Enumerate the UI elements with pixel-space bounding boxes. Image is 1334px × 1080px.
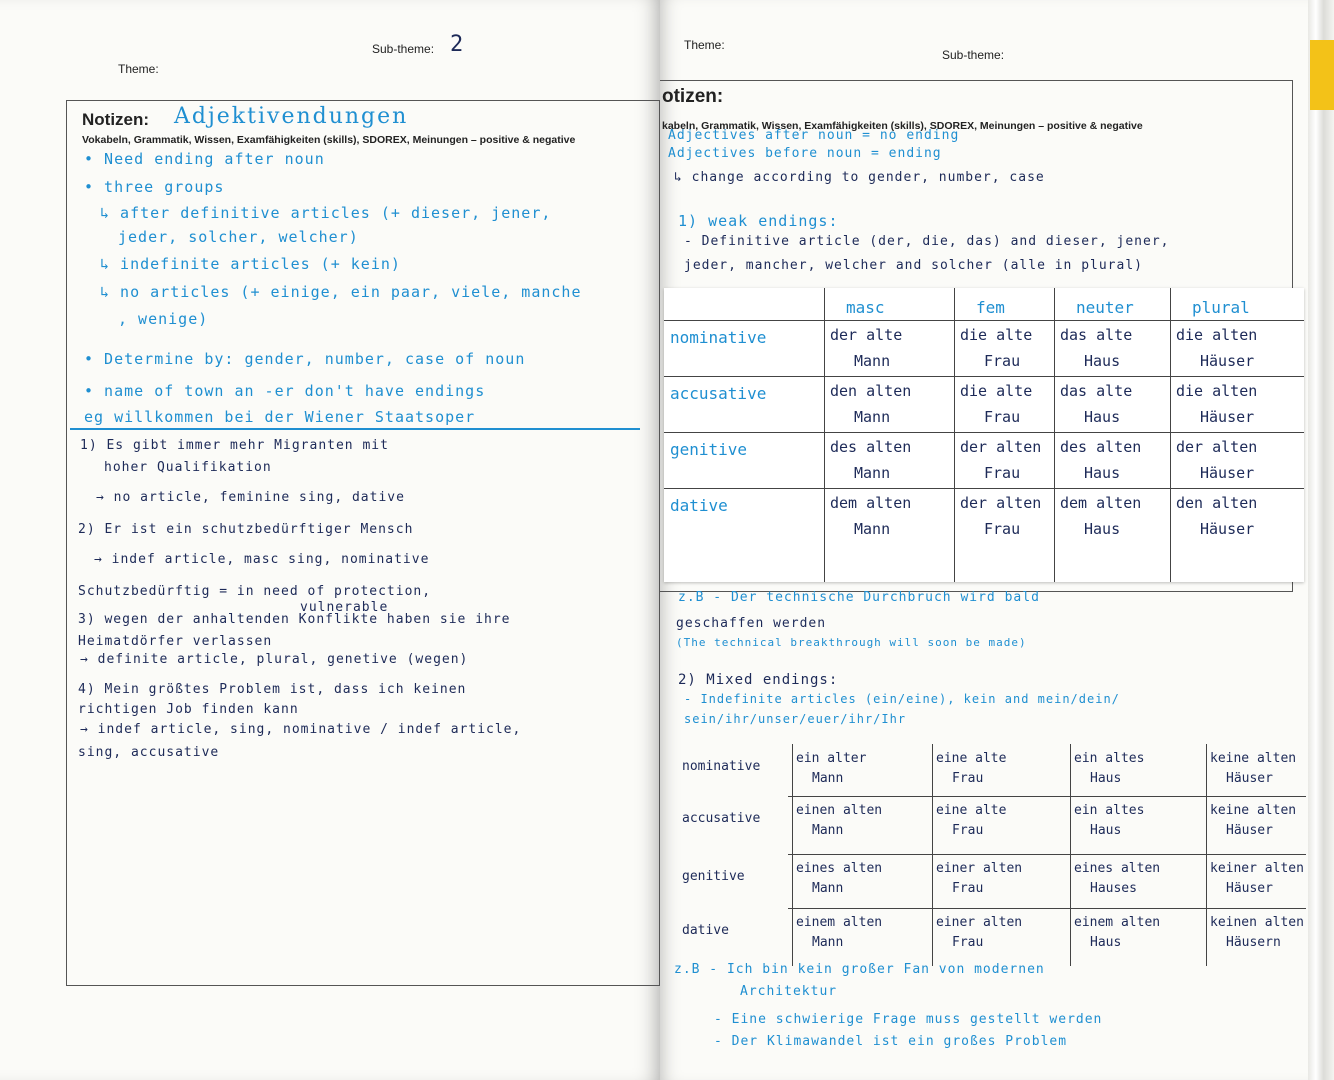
note-line: z.B - Der technische Durchbruch wird bald xyxy=(678,590,1040,605)
table-cell: Häusern xyxy=(1226,935,1281,950)
table-cell: Mann xyxy=(812,823,844,838)
table-cell: einer alten xyxy=(936,915,1023,930)
row-header: nominative xyxy=(682,759,761,774)
table-gridline xyxy=(824,288,825,582)
rule-line: 1) weak endings: xyxy=(678,212,839,230)
notebook-page-edges xyxy=(1308,0,1334,1080)
note-line: eg willkommen bei der Wiener Staatsoper xyxy=(84,408,476,426)
table-cell: Mann xyxy=(854,352,891,370)
note-line: 2) Mixed endings: xyxy=(678,672,839,688)
table-cell: Mann xyxy=(812,881,844,896)
table-cell: eine alte xyxy=(936,803,1007,818)
table-cell: keiner alten xyxy=(1210,861,1304,876)
row-header: genitive xyxy=(682,869,745,884)
theme-label: Theme: xyxy=(118,62,159,76)
table-cell: Frau xyxy=(952,771,984,786)
row-header: dative xyxy=(670,496,728,515)
table-cell: Häuser xyxy=(1200,464,1255,482)
note-line: ↳ indefinite articles (+ kein) xyxy=(100,255,401,273)
table-cell: ein alter xyxy=(796,751,867,766)
table-cell: einem alten xyxy=(796,915,883,930)
table-cell: die alten xyxy=(1176,382,1258,400)
subtheme-label: Sub-theme: xyxy=(372,42,435,56)
table-cell: eines alten xyxy=(1074,861,1161,876)
note-line: • Need ending after noun xyxy=(84,150,325,168)
mixed-endings-table xyxy=(676,744,1306,966)
table-gridline xyxy=(788,796,1306,797)
note-line: • name of town an -er don't have endings xyxy=(84,382,486,400)
table-cell: Mann xyxy=(854,520,891,538)
note-line: (The technical breakthrough will soon be made) xyxy=(676,636,1027,649)
note-line: - Indefinite articles (ein/eine), kein and mein/dein/ xyxy=(684,692,1120,706)
table-cell: die alte xyxy=(960,326,1033,344)
handwritten-title: Adjektivendungen xyxy=(174,104,409,129)
example-line: Architektur xyxy=(740,984,838,999)
table-cell: keine alten xyxy=(1210,751,1297,766)
table-cell: Frau xyxy=(984,520,1021,538)
column-header: masc xyxy=(846,298,885,317)
example-line: 4) Mein größtes Problem ist, dass ich keinen xyxy=(78,682,467,697)
table-cell: ein altes xyxy=(1074,751,1145,766)
table-cell: des alten xyxy=(1060,438,1142,456)
left-notebook-page xyxy=(0,0,662,1080)
table-cell: Haus xyxy=(1084,520,1121,538)
example-line: 2) Er ist ein schutzbedürftiger Mensch xyxy=(78,522,414,537)
example-line: sing, accusative xyxy=(78,745,220,760)
table-gridline xyxy=(664,376,1304,377)
note-line: geschaffen werden xyxy=(676,616,827,631)
example-line: vulnerable xyxy=(300,600,389,615)
table-cell: Frau xyxy=(984,352,1021,370)
rule-line: jeder, mancher, welcher and solcher (alle in plural) xyxy=(684,258,1143,273)
table-gridline xyxy=(1170,288,1171,582)
table-cell: Häuser xyxy=(1200,520,1255,538)
note-line: , wenige) xyxy=(118,310,209,328)
table-cell: eines alten xyxy=(796,861,883,876)
table-cell: Mann xyxy=(854,408,891,426)
table-cell: Häuser xyxy=(1200,352,1255,370)
table-cell: Haus xyxy=(1090,823,1122,838)
table-cell: einem alten xyxy=(1074,915,1161,930)
note-line: jeder, solcher, welcher) xyxy=(118,228,359,246)
table-cell: ein altes xyxy=(1074,803,1145,818)
note-line: • Determine by: gender, number, case of noun xyxy=(84,350,526,368)
table-cell: das alte xyxy=(1060,326,1133,344)
table-cell: einer alten xyxy=(936,861,1023,876)
table-cell: das alte xyxy=(1060,382,1133,400)
example-line: → definite article, plural, genetive (wegen) xyxy=(80,652,469,667)
weak-endings-table xyxy=(664,288,1304,582)
example-line: richtigen Job finden kann xyxy=(78,702,299,717)
table-gridline xyxy=(788,908,1306,909)
table-cell: des alten xyxy=(830,438,912,456)
table-gridline xyxy=(954,288,955,582)
section-divider xyxy=(70,428,640,430)
note-line: • three groups xyxy=(84,178,225,196)
note-line: ↳ after definitive articles (+ dieser, jener, xyxy=(100,204,552,222)
table-cell: Mann xyxy=(812,935,844,950)
rule-line: Adjectives after noun = no ending xyxy=(668,128,960,143)
table-cell: eine alte xyxy=(936,751,1007,766)
table-cell: Mann xyxy=(812,771,844,786)
table-cell: Frau xyxy=(984,408,1021,426)
table-cell: die alten xyxy=(1176,326,1258,344)
header-subtitle: Vokabeln, Grammatik, Wissen, Examfähigkeiten (skills), SDOREX, Meinungen – positive & negative xyxy=(82,134,576,146)
example-line: - Der Klimawandel ist ein großes Problem xyxy=(714,1034,1068,1049)
table-cell: Mann xyxy=(854,464,891,482)
table-gridline xyxy=(664,432,1304,433)
table-cell: einen alten xyxy=(796,803,883,818)
table-cell: Häuser xyxy=(1200,408,1255,426)
rule-line: Adjectives before noun = ending xyxy=(668,146,942,161)
theme-label: Theme: xyxy=(684,38,725,52)
row-header: accusative xyxy=(670,384,767,403)
table-cell: Frau xyxy=(952,823,984,838)
row-header: accusative xyxy=(682,811,761,826)
table-cell: dem alten xyxy=(1060,494,1142,512)
example-line: z.B - Ich bin kein großer Fan von modernen xyxy=(674,962,1045,977)
example-line: 3) wegen der anhaltenden Konflikte haben sie ihre xyxy=(78,612,511,627)
example-line: → no article, feminine sing, dative xyxy=(96,490,405,505)
table-gridline xyxy=(1070,744,1071,966)
table-cell: Haus xyxy=(1090,935,1122,950)
column-header: fem xyxy=(976,298,1005,317)
subtheme-value: 2 xyxy=(450,32,465,57)
right-notebook-page xyxy=(660,0,1310,1080)
example-line: → indef article, masc sing, nominative xyxy=(94,552,430,567)
table-cell: der alten xyxy=(960,438,1042,456)
column-header: plural xyxy=(1192,298,1250,317)
header-title: otizen: xyxy=(662,86,724,107)
header-title: Notizen: xyxy=(82,110,150,129)
table-cell: den alten xyxy=(830,382,912,400)
table-cell: Häuser xyxy=(1226,771,1273,786)
yellow-tab-marker xyxy=(1310,40,1334,110)
table-gridline xyxy=(1206,744,1207,966)
table-cell: Haus xyxy=(1084,352,1121,370)
table-cell: Frau xyxy=(984,464,1021,482)
table-cell: Häuser xyxy=(1226,881,1273,896)
table-gridline xyxy=(788,854,1306,855)
table-cell: der alten xyxy=(1176,438,1258,456)
table-cell: den alten xyxy=(1176,494,1258,512)
table-gridline xyxy=(792,744,793,966)
row-header: dative xyxy=(682,923,729,938)
example-line: → indef article, sing, nominative / indef article, xyxy=(80,722,522,737)
example-line: - Eine schwierige Frage muss gestellt werden xyxy=(714,1012,1103,1027)
row-header: genitive xyxy=(670,440,748,459)
table-cell: Frau xyxy=(952,935,984,950)
table-gridline xyxy=(664,488,1304,489)
example-line: Heimatdörfer verlassen xyxy=(78,634,273,649)
example-line: Schutzbedürftig = in need of protection, xyxy=(78,584,432,599)
header-subtitle: kabeln, Grammatik, Wissen, Examfähigkeiten (skills), SDOREX, Meinungen – positive & negative xyxy=(662,120,1143,132)
subtheme-label: Sub-theme: xyxy=(942,48,1005,62)
rule-line: ↳ change according to gender, number, case xyxy=(674,170,1045,185)
table-gridline xyxy=(932,744,933,966)
table-cell: Häuser xyxy=(1226,823,1273,838)
note-line: ↳ no articles (+ einige, ein paar, viele, manche xyxy=(100,283,582,301)
table-gridline xyxy=(1054,288,1055,582)
column-header: neuter xyxy=(1076,298,1134,317)
table-cell: dem alten xyxy=(830,494,912,512)
table-cell: Hauses xyxy=(1090,881,1137,896)
table-cell: der alte xyxy=(830,326,903,344)
table-cell: keinen alten xyxy=(1210,915,1304,930)
table-cell: Haus xyxy=(1084,464,1121,482)
rule-line: - Definitive article (der, die, das) and dieser, jener, xyxy=(684,234,1170,249)
table-cell: Frau xyxy=(952,881,984,896)
table-cell: Haus xyxy=(1084,408,1121,426)
table-cell: der alten xyxy=(960,494,1042,512)
table-cell: keine alten xyxy=(1210,803,1297,818)
table-cell: die alte xyxy=(960,382,1033,400)
note-line: sein/ihr/unser/euer/ihr/Ihr xyxy=(684,712,907,726)
example-line: hoher Qualifikation xyxy=(104,460,272,475)
row-header: nominative xyxy=(670,328,767,347)
table-cell: Haus xyxy=(1090,771,1122,786)
example-line: 1) Es gibt immer mehr Migranten mit xyxy=(80,438,389,453)
